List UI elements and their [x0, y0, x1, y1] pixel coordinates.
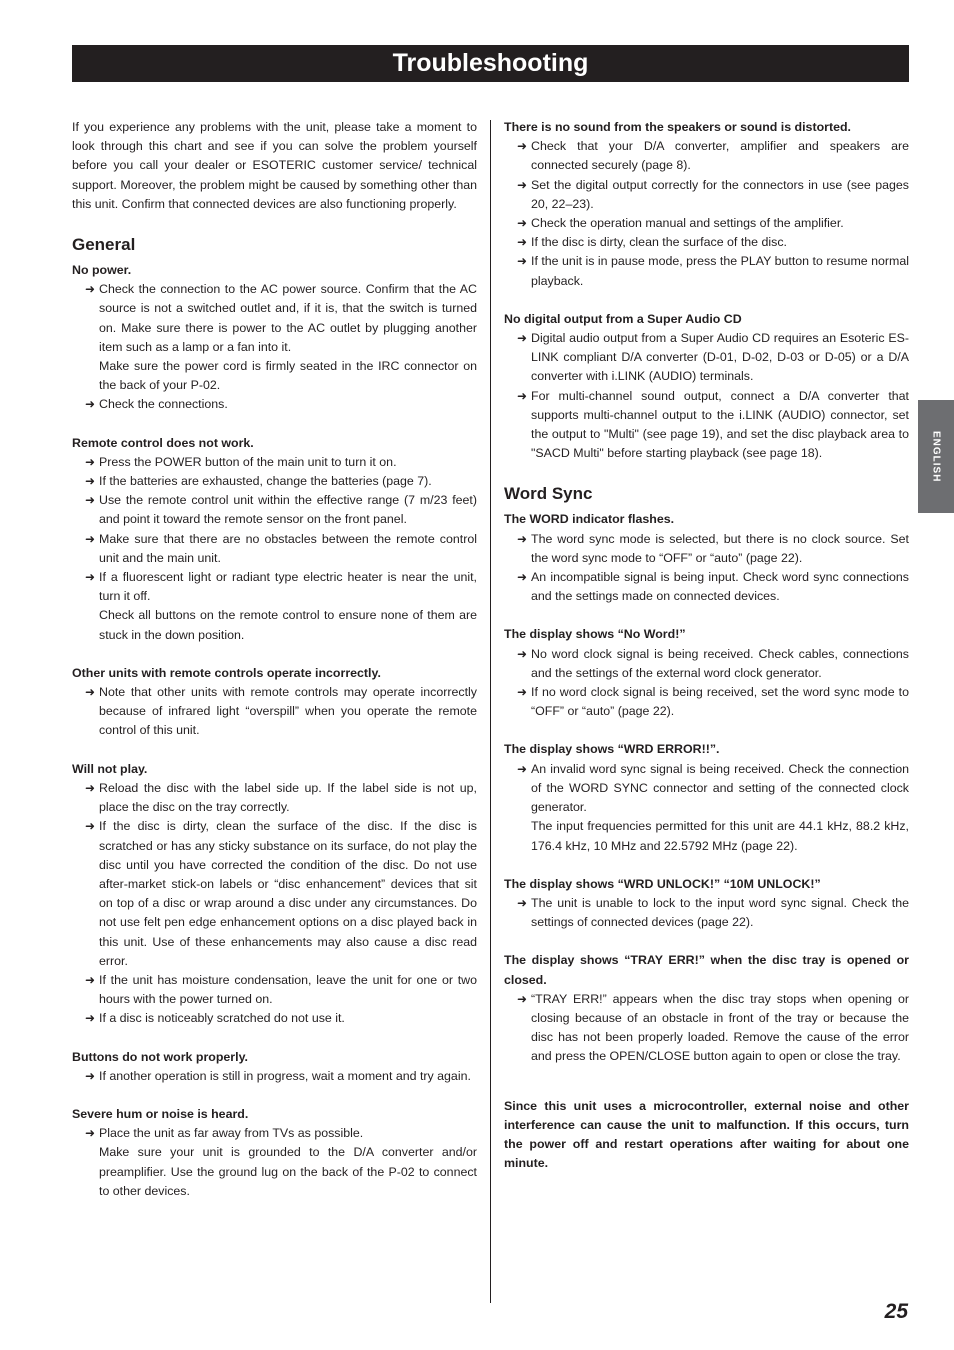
- list-item: [504, 530, 909, 568]
- section-title: The WORD indicator flashes.: [504, 512, 675, 527]
- list-item: [504, 387, 909, 464]
- left-column: [72, 118, 477, 1220]
- item-text: The unit is unable to lock to the input word sync signal. Check the settings of connected devices (page 22).: [531, 895, 909, 930]
- arrow-right-icon: ➜: [84, 685, 95, 700]
- item-text: An incompatible signal is being input. Check word sync connections and the settings made on connected devices.: [531, 570, 909, 604]
- column-divider: [490, 120, 491, 1303]
- arrow-right-icon: ➜: [516, 388, 527, 403]
- item-text: The word sync mode is selected, but there is no clock source. Set the word sync mode to “OFF” or “auto” (page 22).: [531, 531, 909, 565]
- item-text: Check the connections.: [99, 397, 228, 412]
- arrow-right-icon: ➜: [84, 780, 95, 795]
- section-title: No digital output from a Super Audio CD: [504, 311, 742, 326]
- section-title: Severe hum or noise is heard.: [72, 1106, 249, 1121]
- list-item: [72, 472, 477, 491]
- arrow-right-icon: ➜: [84, 819, 95, 834]
- section-word-flashes: [504, 510, 909, 606]
- microcontroller-note: Since this unit uses a microcontroller, external noise and other interference can cause the unit to malfunction. If this occurs, turn the power off and restart operations after waiting for about one minute.: [504, 1098, 909, 1171]
- arrow-right-icon: ➜: [516, 254, 527, 269]
- item-text: Note that other units with remote controls may operate incorrectly because of infrared light “overspill” when you operate the remote control of this unit.: [99, 685, 477, 738]
- section-hum-noise: [72, 1105, 477, 1201]
- section-no-digital-output: [504, 310, 909, 464]
- item-continuation: The input frequencies permitted for this unit are 44.1 kHz, 88.2 kHz, 176.4 kHz, 10 MHz and 22.5792 MHz (page 22).: [531, 819, 909, 853]
- list-item: [72, 1124, 477, 1143]
- list-item: [504, 176, 909, 214]
- item-text: Use the remote control unit within the effective range (7 m/23 feet) and point it toward the remote sensor on the front panel.: [99, 493, 477, 527]
- section-tray-err: [504, 951, 909, 1066]
- item-text: Set the digital output correctly for the connectors in use (see pages 20, 22–23).: [531, 177, 909, 211]
- section-title: The display shows “TRAY ERR!” when the disc tray is opened or closed.: [504, 953, 909, 987]
- arrow-right-icon: ➜: [516, 139, 527, 154]
- section-title: Remote control does not work.: [72, 435, 254, 450]
- arrow-right-icon: ➜: [516, 177, 527, 192]
- list-item: [504, 329, 909, 387]
- item-continuation: Check all buttons on the remote control to ensure none of them are stuck in the down position.: [99, 608, 477, 642]
- item-continuation: Make sure the power cord is firmly seated in the IRC connector on the back of your P-02.: [99, 359, 477, 393]
- section-title: There is no sound from the speakers or sound is distorted.: [504, 120, 851, 134]
- list-item: [504, 252, 909, 290]
- section-title: No power.: [72, 263, 132, 278]
- arrow-right-icon: ➜: [84, 397, 95, 412]
- arrow-right-icon: ➜: [516, 646, 527, 661]
- list-item: [72, 971, 477, 1009]
- arrow-right-icon: ➜: [516, 685, 527, 700]
- item-text: If a disc is noticeably scratched do not use it.: [99, 1011, 345, 1026]
- general-heading: General: [72, 235, 136, 255]
- list-item: [72, 530, 477, 568]
- list-item: [504, 233, 909, 252]
- arrow-right-icon: ➜: [84, 493, 95, 508]
- section-title: Buttons do not work properly.: [72, 1049, 248, 1064]
- item-text: For multi-channel sound output, connect a D/A converter that supports multi-channel output to the i.LINK (AUDIO) connector, set the output to "Multi" (see page 19), and set the disc playback area to "SACD Multi" before starting playback (see page 18).: [531, 388, 909, 461]
- section-no-word: [504, 625, 909, 721]
- section-no-power: [72, 261, 477, 415]
- arrow-right-icon: ➜: [516, 570, 527, 585]
- section-buttons: [72, 1048, 477, 1086]
- item-text: Reload the disc with the label side up. If the label side is not up, place the disc on the tray correctly.: [99, 780, 477, 815]
- list-item: [72, 1009, 477, 1028]
- section-will-not-play: [72, 760, 477, 1029]
- item-text: Check that your D/A converter, amplifier and speakers are connected securely (page 8).: [531, 139, 909, 173]
- page-number: 25: [884, 1300, 908, 1323]
- arrow-right-icon: ➜: [516, 531, 527, 546]
- list-item: [504, 683, 909, 721]
- item-text: Place the unit as far away from TVs as possible.: [99, 1126, 364, 1141]
- item-text: Digital audio output from a Super Audio CD requires an Esoteric ES-LINK compliant D/A converter (D-01, D-02, D-03 or D-05) or a D/A converter with i.LINK (AUDIO) terminals.: [531, 331, 909, 384]
- item-text: If the batteries are exhausted, change the batteries (page 7).: [99, 474, 432, 489]
- item-text: If the disc is dirty, clean the surface of the disc. If the disc is scratched or has any sticky substance on its surface, do not play the disc until you have corrected the condition of the disc. Do not use after-market stick-on labels or “disc enhancement” devices that sit on top of a disc or wrap around a disc under any circumstances. Do not use felt pen edge enhancement options on a disc played back in this unit. Use of these enhancements may also cause a disc read error.: [99, 819, 477, 968]
- arrow-right-icon: ➜: [84, 454, 95, 469]
- section-remote-control: [72, 434, 477, 645]
- section-wrd-error: [504, 740, 909, 855]
- list-item: [504, 214, 909, 233]
- item-text: If the unit is in pause mode, press the PLAY button to resume normal playback.: [531, 254, 909, 288]
- section-title: The display shows “WRD UNLOCK!” “10M UNLOCK!”: [504, 876, 821, 891]
- item-text: If the unit has moisture condensation, leave the unit for one or two hours with the power turned on.: [99, 972, 477, 1007]
- item-text: If a fluorescent light or radiant type electric heater is near the unit, turn it off.: [99, 570, 477, 604]
- list-item: [72, 280, 477, 357]
- item-text: An invalid word sync signal is being received. Check the connection of the WORD SYNC connector and setting of the connected clock generator.: [531, 761, 909, 815]
- list-item: [504, 645, 909, 683]
- item-text: Check the connection to the AC power source. Confirm that the AC source is not a switched outlet and, if it is, that the switch is turned on. Make sure there is power to the AC outlet by plugging another item such as a lamp or a fan into it.: [99, 282, 477, 354]
- list-item: [72, 453, 477, 472]
- list-item: [504, 990, 909, 1067]
- list-item: [72, 779, 477, 817]
- arrow-right-icon: ➜: [516, 761, 527, 776]
- arrow-right-icon: ➜: [516, 216, 527, 231]
- list-item: [72, 491, 477, 529]
- arrow-right-icon: ➜: [84, 1126, 95, 1141]
- item-text: If another operation is still in progress, wait a moment and try again.: [99, 1068, 471, 1083]
- arrow-right-icon: ➜: [84, 1011, 95, 1026]
- arrow-right-icon: ➜: [84, 1068, 95, 1083]
- arrow-right-icon: ➜: [516, 331, 527, 346]
- language-tab-label: ENGLISH: [930, 430, 942, 483]
- arrow-right-icon: ➜: [516, 235, 527, 250]
- page-title: Troubleshooting: [72, 45, 909, 82]
- section-title: The display shows “No Word!”: [504, 627, 686, 642]
- section-wrd-unlock: [504, 875, 909, 933]
- item-text: “TRAY ERR!” appears when the disc tray stops when opening or closing because of an obstacle in front of the tray or because the disc has not been properly loaded. Remove the cause of the error and press the OPEN/CLOSE button again to open or close the tray.: [531, 991, 909, 1064]
- item-text: If no word clock signal is being received, set the word sync mode to “OFF” or “auto” (page 22).: [531, 685, 909, 719]
- item-text: Check the operation manual and settings of the amplifier.: [531, 216, 844, 231]
- list-item: [504, 894, 909, 932]
- item-continuation: Make sure your unit is grounded to the D/A converter and/or preamplifier. Use the ground lug on the back of the P-02 to connect to other devices.: [99, 1145, 477, 1198]
- intro-paragraph: If you experience any problems with the unit, please take a moment to look through this chart and see if you can solve the problem yourself before you call your dealer or ESOTERIC customer service/ technical support. Moreover, the problem might be caused by something other than this unit. Confirm that connected devices are also functioning properly.: [72, 120, 477, 211]
- item-text: If the disc is dirty, clean the surface of the disc.: [531, 235, 787, 250]
- list-item: [504, 760, 909, 818]
- item-text: Make sure that there are no obstacles between the remote control unit and the main unit.: [99, 531, 477, 565]
- list-item: [504, 137, 909, 175]
- arrow-right-icon: ➜: [84, 972, 95, 987]
- list-item: [72, 568, 477, 606]
- item-text: Press the POWER button of the main unit to turn it on.: [99, 454, 397, 469]
- right-column: [504, 118, 909, 1173]
- language-tab: [918, 400, 954, 513]
- arrow-right-icon: ➜: [84, 570, 95, 585]
- section-other-remotes: [72, 664, 477, 741]
- list-item: [504, 568, 909, 606]
- list-item: [72, 1067, 477, 1086]
- section-no-sound: [504, 118, 909, 291]
- list-item: [72, 395, 477, 414]
- arrow-right-icon: ➜: [84, 474, 95, 489]
- item-text: No word clock signal is being received. Check cables, connections and the settings of the external word clock generator.: [531, 646, 909, 680]
- word-sync-heading: Word Sync: [504, 484, 593, 504]
- section-title: Other units with remote controls operate incorrectly.: [72, 665, 381, 680]
- list-item: [72, 683, 477, 741]
- arrow-right-icon: ➜: [84, 531, 95, 546]
- list-item: [72, 817, 477, 971]
- section-title: The display shows “WRD ERROR!!”.: [504, 742, 720, 757]
- arrow-right-icon: ➜: [516, 991, 527, 1006]
- section-title: Will not play.: [72, 761, 148, 776]
- arrow-right-icon: ➜: [516, 895, 527, 910]
- arrow-right-icon: ➜: [84, 282, 95, 297]
